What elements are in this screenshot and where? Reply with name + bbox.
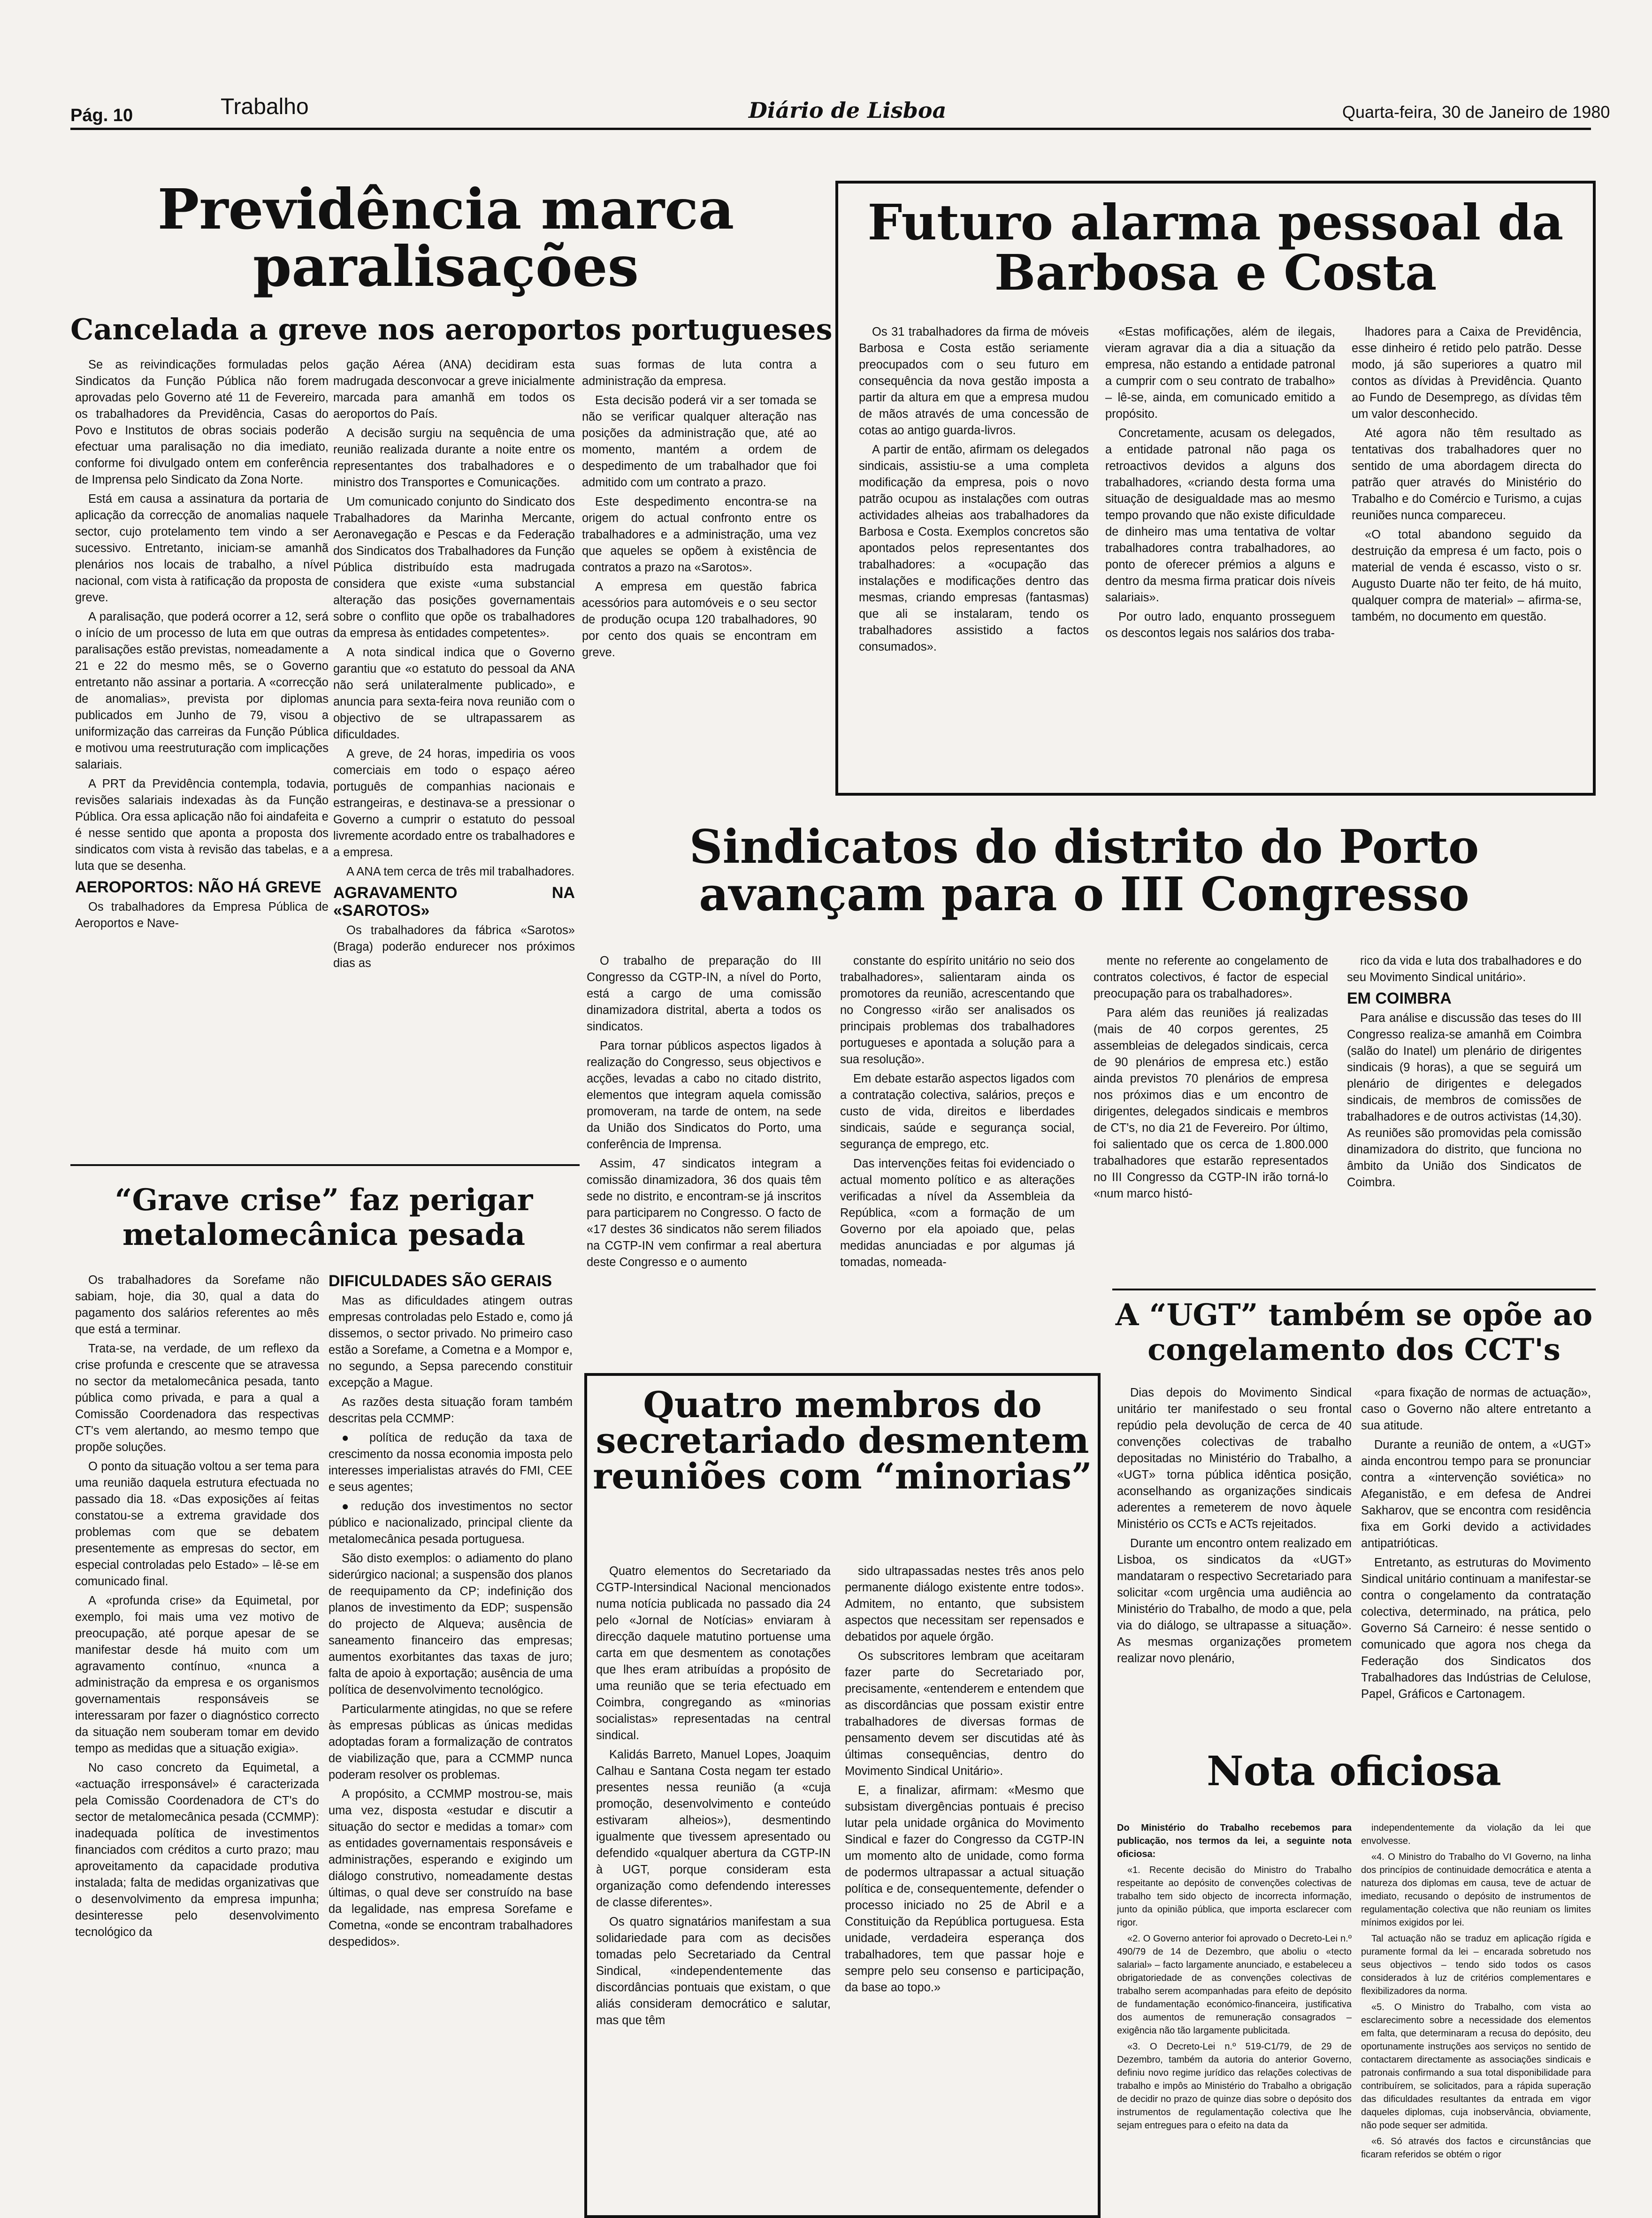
paragraph: sido ultrapassadas nestes três anos pelo permanente diálogo existente entre todos». Admitem, no entanto, que subsistem aspectos que necessitam ser repensados e debatidos por aquele órgão.: [845, 1565, 1084, 1643]
headline-nota-oficiosa: Nota oficiosa: [1207, 1748, 1501, 1795]
paragraph: rico da vida e luta dos trabalhadores e do seu Movimento Sindical unitário».: [1347, 954, 1582, 984]
ugt-column-1: [1117, 1385, 1352, 1770]
paragraph: Um comunicado conjunto do Sindicato dos Trabalhadores da Marinha Mercante, Aeronavegação e Pescas e da Federação dos Sindicatos dos Trabalhadores da Função Pública distribuído esta madrugada considera que existe «uma substancial alteração das posições governamentais sobre o conflito que opõe os trabalhadores da empresa às entidades competentes».: [333, 495, 575, 640]
paragraph: Os trabalhadores da fábrica «Sarotos» (Braga) poderão endurecer nos próximos dias as: [333, 924, 575, 970]
paragraph: A nota sindical indica que o Governo garantiu que «o estatuto do pessoal da ANA não será unilateralmente publicado», e anuncia para sexta-feira nova reunião com o objectivo de se ultrapassarem as dificuldades.: [333, 646, 575, 741]
paragraph: Os 31 trabalhadores da firma de móveis Barbosa e Costa estão seriamente preocupados com o seu futuro em consequência da nova gestão imposta a partir da altura em que a empresa mudou de mãos através de uma concessão de cotas ao antigo guarda-livros.: [859, 325, 1089, 437]
nota-column-1: [1117, 1821, 1352, 2206]
paragraph: «3. O Decreto-Lei n.º 519-C1/79, de 29 de Dezembro, também da autoria do anterior Governo, definiu novo regime jurídico das relações colectivas de trabalho e impôs ao Ministério do Trabalho a obrigação de decidir no prazo de quinze dias sobre o depósito dos instrumentos de regulamentação colectiva que lhe sejam entregues para o efeito na data da: [1117, 2041, 1352, 2131]
paragraph: A «profunda crise» da Equimetal, por exemplo, foi mais uma vez motivo de preocupação, até porque apesar de se manifestar desde há muito com um agravamento contínuo, «nunca a administração da empresa e os organismos governamentais responsáveis se interessaram por fazer o diagnóstico correcto da situação nem souberam tomar em devido tempo as medidas que a situação exigia».: [75, 1594, 319, 1755]
rule-ugt: [1112, 1289, 1596, 1290]
paragraph: A PRT da Previdência contempla, todavia, revisões salariais indexadas às da Função Pública. Ora essa aplicação não foi aindafeita e é nesse sentido que aponta a proposta dos sindicatos com vista à revisão das tabelas, e a luta que se desenha.: [75, 777, 329, 873]
nota-column-2: [1361, 1821, 1591, 2206]
paragraph: Das intervenções feitas foi evidenciado o actual momento político e as alterações verificadas a nível da Assembleia da República, «com a formação de um Governo por ela apoiado que, pelas medidas anunciadas e por algumas já tomadas, nomeada-: [840, 1157, 1075, 1269]
porto-column-1: [587, 953, 821, 1366]
paragraph: mente no referente ao congelamento de contratos colectivos, é factor de especial preocupação para os trabalhadores».: [1094, 954, 1328, 1000]
paragraph: A paralisação, que poderá ocorrer a 12, será o início de um processo de luta em que outras paralisações estão previstas, nomeadamente a 21 e 22 do mesmo mês, se o Governo entretanto não assinar a portaria. A «correcção de anomalias», prevista por diplomas publicados em Junho de 79, visou a uniformização das carreiras da Função Pública e motivou uma reestruturação com implicações salariais.: [75, 610, 329, 771]
paragraph: As razões desta situação foram também descritas pela CCMMP:: [329, 1396, 573, 1425]
section-name: Trabalho: [221, 94, 309, 119]
paragraph: «4. O Ministro do Trabalho do VI Governo, na linha dos princípios de continuidade democrática e atenta a natureza dos diplomas em causa, teve de actuar de imediato, recusando o depósito de instrumentos de regulamentação colectiva que não reuniam os limites mínimos exigidos por lei.: [1361, 1852, 1591, 1928]
paragraph: Os quatro signatários manifestam a sua solidariedade para com as decisões tomadas pelo Secretariado da Central Sindical, «independentemente das discordâncias pontuais que existam, o que aliás consideram democrático e salutar, mas que têm: [596, 1915, 831, 2027]
paragraph: suas formas de luta contra a administração da empresa.: [582, 358, 817, 388]
paragraph: «O total abandono seguido da destruição da empresa é um facto, pois o material de venda é escasso, visto o sr. Augusto Duarte não ter feito, de há muito, qualquer compra de material» – afirma-se, também, no documento em questão.: [1352, 528, 1582, 623]
paragraph: Kalidás Barreto, Manuel Lopes, Joaquim Calhau e Santana Costa negam ter estado presentes nessa reunião (a «cuja promoção, desenvolvimento e conteúdo estivaram alheios»), desmentindo igualmente que tivessem apresentado ou defendido «qualquer abertura da CGTP-IN à UGT, porque consideram esta organização como defendendo interesses de classe diferentes».: [596, 1748, 831, 1909]
headline-quatro-membros: Quatro membros do secretariado desmentem reuniões com “minorias”: [593, 1384, 1092, 1497]
paragraph: Está em causa a assinatura da portaria de aplicação da correcção de anomalias naquele sector, cujo protelamento tem vindo a ser sucessivo. Entretanto, iniciam-se amanhã plenários nos locais de trabalho, a nível nacional, com vista à ratificação da proposta de greve.: [75, 492, 329, 604]
newspaper-name: Diário de Lisboa: [749, 98, 947, 123]
subhead-coimbra: EM COIMBRA: [1347, 990, 1452, 1007]
paragraph: Durante a reunião de ontem, a «UGT» ainda encontrou tempo para se pronunciar contra a «intervenção soviética» no Afeganistão, e em defesa de Andrei Sakharov, que se encontra com residência fixa em Gorki devido a actividades antipatrióticas.: [1361, 1438, 1591, 1550]
headline-barbosa-costa: Futuro alarma pessoal da Barbosa e Costa: [867, 193, 1564, 302]
previdencia-column-1: [75, 357, 329, 1159]
paragraph: «para fixação de normas de actuação», caso o Governo não altere entretanto a sua atitude.: [1361, 1386, 1591, 1432]
subhead-aeroportos: AEROPORTOS: NÃO HÁ GREVE: [75, 878, 321, 896]
headline-sindicatos-porto: Sindicatos do distrito do Porto avançam para o III Congresso: [689, 820, 1479, 921]
paragraph: Os trabalhadores da Empresa Pública de Aeroportos e Nave-: [75, 900, 329, 930]
barbosa-column-3: [1352, 324, 1582, 784]
paragraph: A propósito, a CCMMP mostrou-se, mais uma vez, disposta «estudar e discutir a situação do sector e medidas a tomar» com as entidades governamentais responsáveis e administrações, esperando e exigindo um diálogo construtivo, nomeadamente destas últimas, o qual deve ser construído na base da legalidade, nas empresa Sorefame e Cometna, «onde se encontram trabalhadores despedidos».: [329, 1788, 573, 1949]
page-number: Pág. 10: [70, 106, 133, 125]
paragraph: Assim, 47 sindicatos integram a comissão dinamizadora, 36 dos quais têm sede no distrito, e encontram-se já inscritos para participarem no Congresso. O facto de «17 destes 36 sindicatos não serem filiados na CGTP-IN vem confirmar a real abertura deste Congresso e o aumento: [587, 1157, 821, 1269]
paragraph: Dias depois do Movimento Sindical unitário ter manifestado o seu frontal repúdio pela devolução de cerca de 40 convenções colectivas de trabalho depositadas no Ministério do Trabalho, a «UGT» torna pública idêntica posição, aconselhando as organizações sindicais aderentes a remeterem de novo àquele Ministério os CCTs e ACTs rejeitados.: [1117, 1386, 1352, 1531]
paragraph: Para análise e discussão das teses do III Congresso realiza-se amanhã em Coimbra (salão do Inatel) um plenário de dirigentes sindicais (9 horas), a que se seguirá um plenário de dirigentes e delegados sindicais, de membros de comissões de trabalhadores e de outros activistas (14,30). As reuniões são promovidas pela comissão dinamizadora do distrito, que funciona no âmbito da União dos Sindicatos de Coimbra.: [1347, 1012, 1582, 1189]
paragraph: independentemente da violação da lei que envolvesse.: [1361, 1823, 1591, 1846]
subhead-dificuldades: DIFICULDADES SÃO GERAIS: [329, 1272, 552, 1290]
paragraph: A partir de então, afirmam os delegados sindicais, assistiu-se a uma completa modificação da empresa, pois o novo patrão ocupou as instalações com outras actividades alheias aos trabalhadores da Barbosa e Costa. Exemplos concretos são apontados pelos representantes dos trabalhadores: a «ocupação das instalações e modificações dentro das mesmas, criando empresas (fantasmas) que ali se instalaram, tendo os trabalhadores assistido a factos consumados».: [859, 443, 1089, 653]
porto-column-3: [1094, 953, 1328, 1282]
paragraph: «6. Só através dos factos e circunstâncias que ficaram referidos se obtém o rigor: [1361, 2136, 1591, 2160]
previdencia-column-3: [582, 357, 817, 779]
paragraph: Concretamente, acusam os delegados, a entidade patronal não paga os retroactivos devidos a alguns dos trabalhadores, «criando desta forma uma situação de desigualdade mas ao mesmo tempo provando que não existe dificuldade de dinheiro mas uma tentativa de voltar trabalhadores contra trabalhadores, ao ponto de oferecer prémios a alguns e dentro da mesma firma praticar dois níveis salariais».: [1105, 427, 1335, 604]
nota-intro: Do Ministério do Trabalho recebemos para publicação, nos termos da lei, a seguinte nota oficiosa:: [1117, 1823, 1352, 1859]
quatro-column-1: [596, 1563, 831, 2206]
masthead-rule: [70, 128, 1591, 130]
paragraph: Os subscritores lembram que aceitaram fazer parte do Secretariado por, precisamente, «entenderem e entendem que as discordâncias que possam existir entre trabalhadores de diversas formas de pensamento devem ser discutidas até às últimas consequências, dentro do Movimento Sindical Unitário».: [845, 1650, 1084, 1778]
headline-ugt: A “UGT” também se opõe ao congelamento dos CCT's: [1115, 1297, 1593, 1367]
paragraph: Durante um encontro ontem realizado em Lisboa, os sindicatos da «UGT» mandataram o respectivo Secretariado para solicitar «com urgência uma audiência ao Ministério do Trabalho, de modo a que, pela via do diálogo, se ultrapasse a situação». As mesmas organizações prometem realizar novo plenário,: [1117, 1537, 1352, 1665]
paragraph: No caso concreto da Equimetal, a «actuação irresponsável» é caracterizada pela Comissão Coordenadora de CT's do sector de metalomecânica pesada (CCMMP): inadequada política de investimentos financiados com créditos a curto prazo; mau aproveitamento da capacidade produtiva instalada; falta de medidas organizativas que o desenvolvimento da empresa impunha; desinteresse pelo desenvolvimento tecnológico da: [75, 1761, 319, 1939]
paragraph: constante do espírito unitário no seio dos trabalhadores», salientaram ainda os promotores da reunião, acrescentando que no Congresso «irão ser analisados os principais problemas dos trabalhadores portugueses e apontada a solução para a sua resolução».: [840, 954, 1075, 1066]
paragraph: A greve, de 24 horas, impediria os voos comerciais em todo o espaço aéreo português de companhias nacionais e estrangeiras, e destinava-se a pressionar o Governo a cumprir o estatuto do pessoal livremente acordado entre os trabalhadores e a empresa.: [333, 747, 575, 859]
paragraph: lhadores para a Caixa de Previdência, esse dinheiro é retido pelo patrão. Desse modo, já são superiores a quatro mil contos as dívidas à Previdência. Quanto ao Fundo de Desemprego, as dívidas têm um valor desconhecido.: [1352, 325, 1582, 421]
quatro-column-2: [845, 1563, 1084, 2206]
paragraph: ● redução dos investimentos no sector público e nacionalizado, principal cliente da metalomecânica pesada portuguesa.: [329, 1500, 573, 1546]
paragraph: Para tornar públicos aspectos ligados à realização do Congresso, seus objectivos e acções, levadas a cabo no citado distrito, elementos que integram aquela comissão promoveram, na tarde de ontem, na sede da União dos Sindicatos do Porto, uma conferência de Imprensa.: [587, 1039, 821, 1151]
porto-column-4: [1347, 953, 1582, 1282]
paragraph: Se as reivindicações formuladas pelos Sindicatos da Função Pública não forem aprovadas pelo Governo até 11 de Fevereiro, os trabalhadores da Previdência, Casas do Povo e Institutos de obras sociais poderão efectuar uma paralisação no dia imediato, conforme foi divulgado ontem em conferência de Imprensa pelo Sindicato da Zona Norte.: [75, 358, 329, 486]
subheadline-aeroportos: Cancelada a greve nos aeroportos portugueses: [70, 312, 833, 346]
paragraph: A ANA tem cerca de três mil trabalhadores.: [346, 865, 575, 878]
paragraph: O trabalho de preparação do III Congresso da CGTP-IN, a nível do Porto, está a cargo de uma comissão dinamizadora distrital, aberta a todos os sindicatos.: [587, 954, 821, 1033]
paragraph: gação Aérea (ANA) decidiram esta madrugada desconvocar a greve inicialmente marcada para amanhã em todos os aeroportos do País.: [333, 358, 575, 421]
paragraph: São disto exemplos: o adiamento do plano siderúrgico nacional; a suspensão dos planos de reequipamento da CP; indefinição dos planos de investimento da EDP; suspensão do projecto de Alqueva; ausência de saneamento financeiro das empresas; aumentos exorbitantes das taxas de juro; falta de apoio à exportação; ausência de uma política de desenvolvimento tecnológico.: [329, 1552, 573, 1696]
paragraph: Até agora não têm resultado as tentativas dos trabalhadores quer no sentido de uma abordagem directa do patrão quer através do Ministério do Trabalho e do Comércio e Turismo, a cujas reuniões nunca compareceu.: [1352, 427, 1582, 522]
paragraph: E, a finalizar, afirmam: «Mesmo que subsistam divergências pontuais é preciso lutar pela unidade orgânica do Movimento Sindical e fazer do Congresso da CGTP-IN um momento alto de unidade, como forma de podermos ultrapassar a actual situação política e de, consequentemente, defender o processo iniciado no 25 de Abril e a Constituição da República portuguesa. Esta unidade, verdadeira esperança dos trabalhadores, tem que passar hoje e sempre pelo seu consenso e participação, da base ao topo.»: [845, 1784, 1084, 1994]
headline-previdencia: Previdência marca paralisações: [157, 177, 734, 299]
porto-column-2: [840, 953, 1075, 1366]
subhead-sarotos: AGRAVAMENTO NA «SAROTOS»: [333, 884, 575, 920]
paragraph: Tal actuação não se traduz em aplicação rígida e puramente formal da lei – encarada sobretudo nos seus objectivos – tendo sido todos os casos considerados à luz de critérios complementares e flexibilizadores da norma.: [1361, 1934, 1591, 1996]
ugt-column-2: [1361, 1385, 1591, 1742]
rule-left: [70, 1164, 580, 1166]
paragraph: Em debate estarão aspectos ligados com a contratação colectiva, salários, preços e custo de vida, direitos e liberdades sindicais, saúde e segurança social, segurança de emprego, etc.: [840, 1072, 1075, 1151]
headline-grave-crise: “Grave crise” faz perigar metalomecânica pesada: [115, 1182, 533, 1252]
paragraph: Esta decisão poderá vir a ser tomada se não se verificar qualquer alteração nas posições da administração que, até ao momento, mantém a ordem de despedimento de um trabalhador que foi admitido com um contrato a prazo.: [582, 394, 817, 489]
crise-column-1: [75, 1272, 319, 2206]
paragraph: ● política de redução da taxa de crescimento da nossa economia imposta pelo interesses imperialistas através do FMI, CEE e seus agentes;: [329, 1431, 573, 1494]
crise-column-2: [329, 1272, 573, 2206]
paragraph: «Estas mofificações, além de ilegais, vieram agravar dia a dia a situação da empresa, não estando a entidade patronal a cumprir com o seu contrato de trabalho» – lê-se, ainda, em comunicado emitido a propósito.: [1105, 325, 1335, 421]
barbosa-column-1: [859, 324, 1089, 784]
paragraph: «1. Recente decisão do Ministro do Trabalho respeitante ao depósito de convenções colectivas de trabalho tem sido objecto de incorrecta informação, junto da opinião pública, que importa esclarecer com rigor.: [1117, 1865, 1352, 1928]
paragraph: Os trabalhadores da Sorefame não sabiam, hoje, dia 30, qual a data do pagamento dos salários referentes ao mês que está a terminar.: [75, 1274, 319, 1336]
paragraph: Este despedimento encontra-se na origem do actual confronto entre os trabalhadores e a administração, uma vez que aqueles se opõem à existência de contratos a prazo na «Sarotos».: [582, 495, 817, 574]
paragraph: A decisão surgiu na sequência de uma reunião realizada durante a noite entre os representantes dos trabalhadores e o ministro dos Transportes e Comunicações.: [333, 427, 575, 489]
paragraph: A empresa em questão fabrica acessórios para automóveis e o seu sector de produção ocupa 120 trabalhadores, 90 por cento dos quais se encontram em greve.: [582, 580, 817, 659]
paragraph: «2. O Governo anterior foi aprovado o Decreto-Lei n.º 490/79 de 14 de Dezembro, que aboliu o «tecto salarial» – facto largamente anunciado, e estabeleceu a obrigatoriedade de as convenções colectivas de trabalho serem acompanhadas para efeito de depósito de fundamentação económico-financeira, justificativa dos aumentos de remuneração consagrados – exigência não tão largamente publicitada.: [1117, 1934, 1352, 2036]
paragraph: Entretanto, as estruturas do Movimento Sindical unitário continuam a manifestar-se contra o congelamento da contratação colectiva, determinado, na prática, pelo Governo Sá Carneiro: é nesse sentido o comunicado que agora nos chega da Federação dos Sindicatos dos Trabalhadores das Indústrias de Celulose, Papel, Gráficos e Cartonagem.: [1361, 1556, 1591, 1701]
paragraph: Para além das reuniões já realizadas (mais de 40 corpos gerentes, 25 assembleias de delegados sindicais, cerca de 90 plenários de empresa etc.) estão ainda previstos 70 plenários de empresa nos próximos dias e um encontro de dirigentes, delegados sindicais e membros de CT's, no dia 21 de Fevereiro. Por último, foi salientado que os cerca de 1.800.000 trabalhadores que estarão representados no III Congresso da CGTP-IN irão torná-lo «num marco histó-: [1094, 1006, 1328, 1200]
barbosa-column-2: [1105, 324, 1335, 784]
paragraph: «5. O Ministro do Trabalho, com vista ao esclarecimento sobre a necessidade dos elementos em falta, que determinaram a recusa do depósito, deu oportunamente instruções aos serviços no sentido de contactarem directamente as associações sindicais e patronais confirmando a sua total disponibilidade para contribuírem, se solicitados, para a rápida superação das dificuldades resultantes da entrada em vigor daqueles diplomas, cuja inobservância, obviamente, não pode sequer ser admitida.: [1361, 2002, 1591, 2131]
paragraph: O ponto da situação voltou a ser tema para uma reunião daquela estrutura efectuada no passado dia 18. «Das exposições aí feitas constatou-se a extrema gravidade dos problemas com que se debatem presentemente as empresas do sector, em especial controladas pelo Estado» – lê-se em comunicado final.: [75, 1460, 319, 1588]
issue-date: Quarta-feira, 30 de Janeiro de 1980: [1342, 102, 1610, 122]
paragraph: Trata-se, na verdade, de um reflexo da crise profunda e crescente que se atravessa no sector da metalomecânica pesada, tanto pública como privada, e para a qual a Comissão Coordenadora das respectivas CT's vem alertando, ao mesmo tempo que propõe soluções.: [75, 1342, 319, 1454]
paragraph: Particularmente atingidas, no que se refere às empresas públicas as únicas medidas adoptadas foram a formalização de contratos de viabilização que, para a CCMMP nunca poderam resolver os problemas.: [329, 1703, 573, 1781]
previdencia-column-2: [333, 357, 575, 1159]
paragraph: Por outro lado, enquanto prosseguem os descontos legais nos salários dos traba-: [1105, 610, 1335, 640]
paragraph: Quatro elementos do Secretariado da CGTP-Intersindical Nacional mencionados numa notícia publicada no passado dia 24 pelo «Jornal de Notícias» enviaram à direcção daquele matutino portuense uma carta em que desmentem as conotações que lhes eram atribuídas a propósito de uma reunião que se teria efectuado em Coimbra, congregando as «minorias socialistas» representadas na central sindical.: [596, 1565, 831, 1742]
paragraph: Mas as dificuldades atingem outras empresas controladas pelo Estado e, como já dissemos, o sector privado. No primeiro caso estão a Sorefame, a Cometna e a Mompor e, no segundo, a Sepsa parecendo constituir excepção a Mague.: [329, 1294, 573, 1389]
